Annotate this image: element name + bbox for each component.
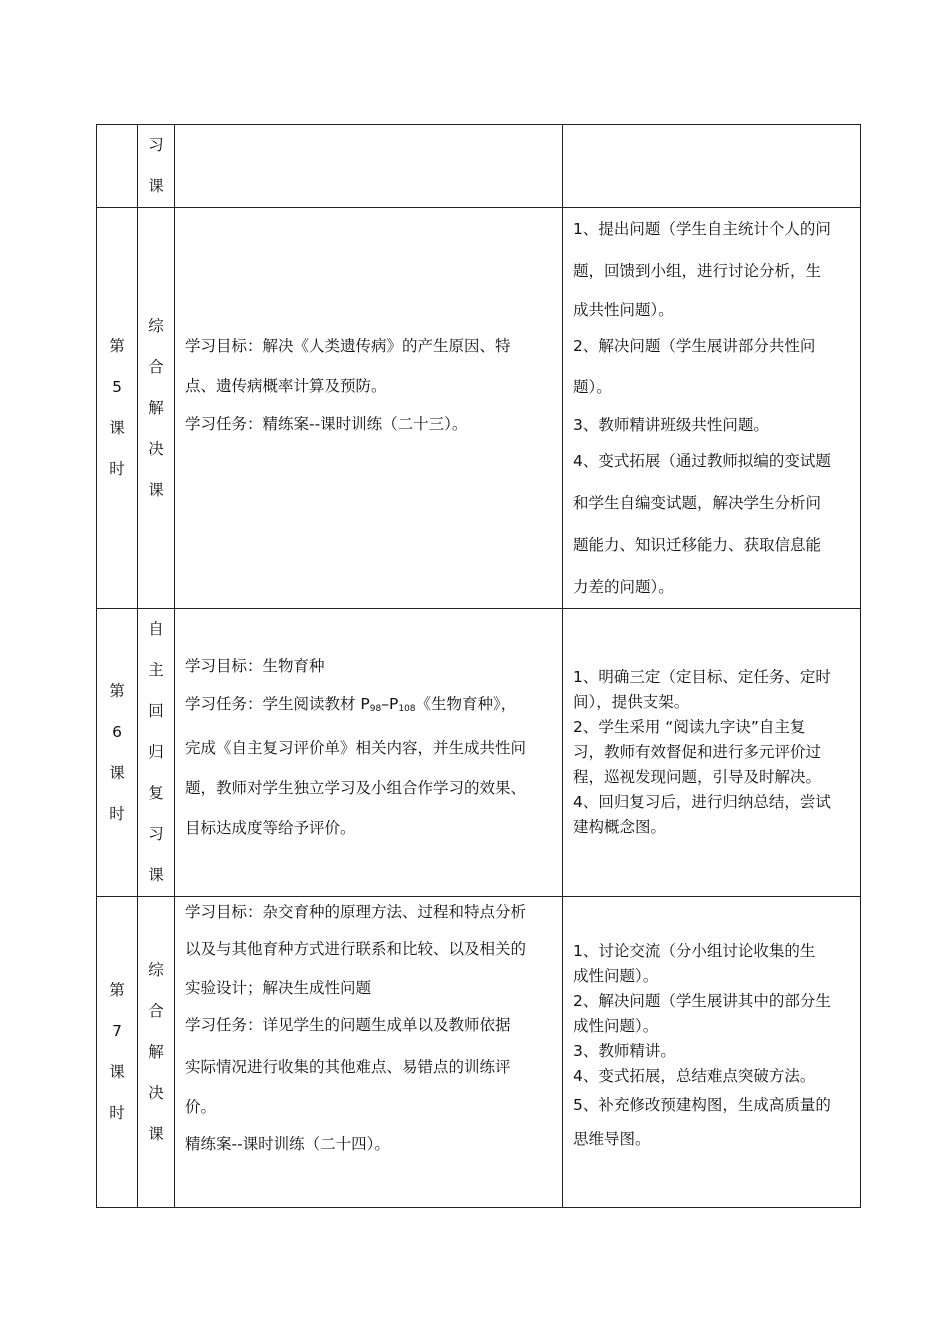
process-line: 题能力、知识迁移能力、获取信息能 [573, 536, 822, 554]
content-line: 学习目标：生物育种 [185, 657, 325, 675]
process-line: 成性问题）。 [573, 1017, 659, 1035]
content-line: 完成《自主复习评价单》相关内容，并生成共性问 [185, 739, 527, 757]
lesson-type-char: 回 [148, 702, 164, 720]
process-cell [563, 897, 861, 1208]
lesson-type-cell [138, 125, 175, 208]
process-cell [563, 208, 861, 609]
process-line: 1、讨论交流（分小组讨论收集的生 [573, 942, 816, 960]
process-line: 5、补充修改预建构图，生成高质量的 [573, 1096, 831, 1114]
lesson-type-char: 课 [148, 1124, 164, 1143]
content-line: 学习目标：杂交育种的原理方法、过程和特点分析 [185, 903, 527, 921]
period-cell [97, 208, 138, 609]
content-line: 学习任务：详见学生的问题生成单以及教师依据 [185, 1016, 511, 1034]
process-line: 题）。 [573, 378, 612, 396]
process-line: 间），提供支架。 [573, 693, 690, 711]
lesson-type-char: 复 [148, 784, 164, 802]
content-cell [175, 897, 563, 1208]
process-line: 2、解决问题（学生展讲部分共性问 [573, 337, 816, 355]
content-cell [175, 609, 563, 897]
table-row [97, 125, 861, 208]
period-char: 时 [109, 460, 125, 478]
content-line: 点、遗传病概率计算及预防。 [185, 377, 387, 395]
content-line: 实际情况进行收集的其他难点、易错点的训练评 [185, 1058, 511, 1076]
period-cell [97, 125, 138, 208]
period-cell [97, 897, 138, 1208]
content-line: 价。 [185, 1098, 217, 1116]
period-char: 第 [109, 337, 125, 355]
process-line: 4、变式拓展，总结难点突破方法。 [573, 1067, 816, 1085]
lesson-type-cell [138, 208, 175, 609]
lesson-type-char: 合 [148, 357, 164, 376]
period-cell [97, 609, 138, 897]
content-line: 以及与其他育种方式进行联系和比较、以及相关的 [185, 940, 527, 958]
process-line: 3、教师精讲。 [573, 1042, 676, 1060]
period-char: 时 [109, 1104, 125, 1122]
content-line: 学习任务：学生阅读教材 $P_{98}-P_{108}$《生物育种》， [185, 695, 517, 714]
period-char: 课 [109, 763, 125, 782]
content-line: 精练案--课时训练（二十四）。 [185, 1135, 390, 1153]
process-line: 1、明确三定（定目标、定任务、定时 [573, 668, 831, 686]
period-char: 第 [109, 981, 125, 999]
period-char: 第 [109, 681, 125, 700]
process-line: 力差的问题）。 [573, 578, 674, 596]
content-cell [175, 125, 563, 208]
lesson-type-char: 解 [148, 1042, 164, 1061]
lesson-type-char: 综 [148, 316, 164, 335]
lesson-type-cell [138, 897, 175, 1208]
lesson-type-char: 课 [148, 866, 164, 884]
lesson-type-char: 归 [148, 743, 164, 761]
content-line: 题，教师对学生独立学习及小组合作学习的效果、 [185, 779, 527, 797]
process-line: 1、提出问题（学生自主统计个人的问 [573, 220, 831, 238]
process-line: 3、教师精讲班级共性问题。 [573, 416, 769, 434]
period-char: 课 [109, 419, 125, 437]
period-char: 5 [112, 378, 122, 396]
lesson-plan-table [96, 124, 861, 1208]
lesson-type-char: 自 [148, 620, 164, 638]
content-cell [175, 208, 563, 609]
process-line: 2、解决问题（学生展讲其中的部分生 [573, 992, 831, 1010]
process-line: 题，回馈到小组，进行讨论分析，生 [573, 262, 822, 280]
lesson-type-char: 合 [148, 1001, 164, 1020]
table-row [97, 208, 861, 609]
process-line: 习，教师有效督促和进行多元评价过 [573, 743, 822, 761]
process-cell [563, 609, 861, 897]
lesson-type-char: 习 [148, 825, 164, 843]
process-line: 和学生自编变试题，解决学生分析问 [573, 494, 822, 512]
lesson-type-char: 综 [148, 960, 164, 979]
content-line: 目标达成度等给予评价。 [185, 819, 356, 837]
lesson-type-char: 课 [148, 480, 164, 499]
process-line: 4、变式拓展（通过教师拟编的变试题 [573, 452, 831, 470]
process-cell [563, 125, 861, 208]
lesson-type-char: 决 [148, 1083, 164, 1102]
process-line: 程，巡视发现问题，引导及时解决。 [573, 768, 822, 786]
lesson-type-cell [138, 609, 175, 897]
period-char: 7 [112, 1022, 122, 1040]
process-line: 建构概念图。 [573, 818, 667, 836]
lesson-type-char: 习 [148, 136, 164, 154]
period-char: 课 [109, 1063, 125, 1081]
table-row [97, 897, 861, 1208]
process-line: 成共性问题）。 [573, 301, 674, 319]
content-line: 实验设计；解决生成性问题 [185, 979, 372, 997]
process-line: 2、学生采用 “阅读九字诀”自主复 [573, 718, 806, 736]
period-char: 时 [109, 804, 125, 823]
process-line: 4、回归复习后，进行归纳总结，尝试 [573, 793, 831, 811]
process-line: 思维导图。 [573, 1130, 651, 1148]
lesson-type-char: 解 [148, 398, 164, 417]
lesson-type-char: 课 [148, 177, 164, 195]
period-char: 6 [112, 722, 122, 741]
lesson-type-char: 主 [148, 661, 164, 679]
table-row [97, 609, 861, 897]
content-line: 学习任务：精练案--课时训练（二十三）。 [185, 415, 468, 433]
content-line: 学习目标：解决《人类遗传病》的产生原因、特 [185, 337, 511, 355]
process-line: 成性问题）。 [573, 967, 659, 985]
lesson-type-char: 决 [148, 439, 164, 458]
